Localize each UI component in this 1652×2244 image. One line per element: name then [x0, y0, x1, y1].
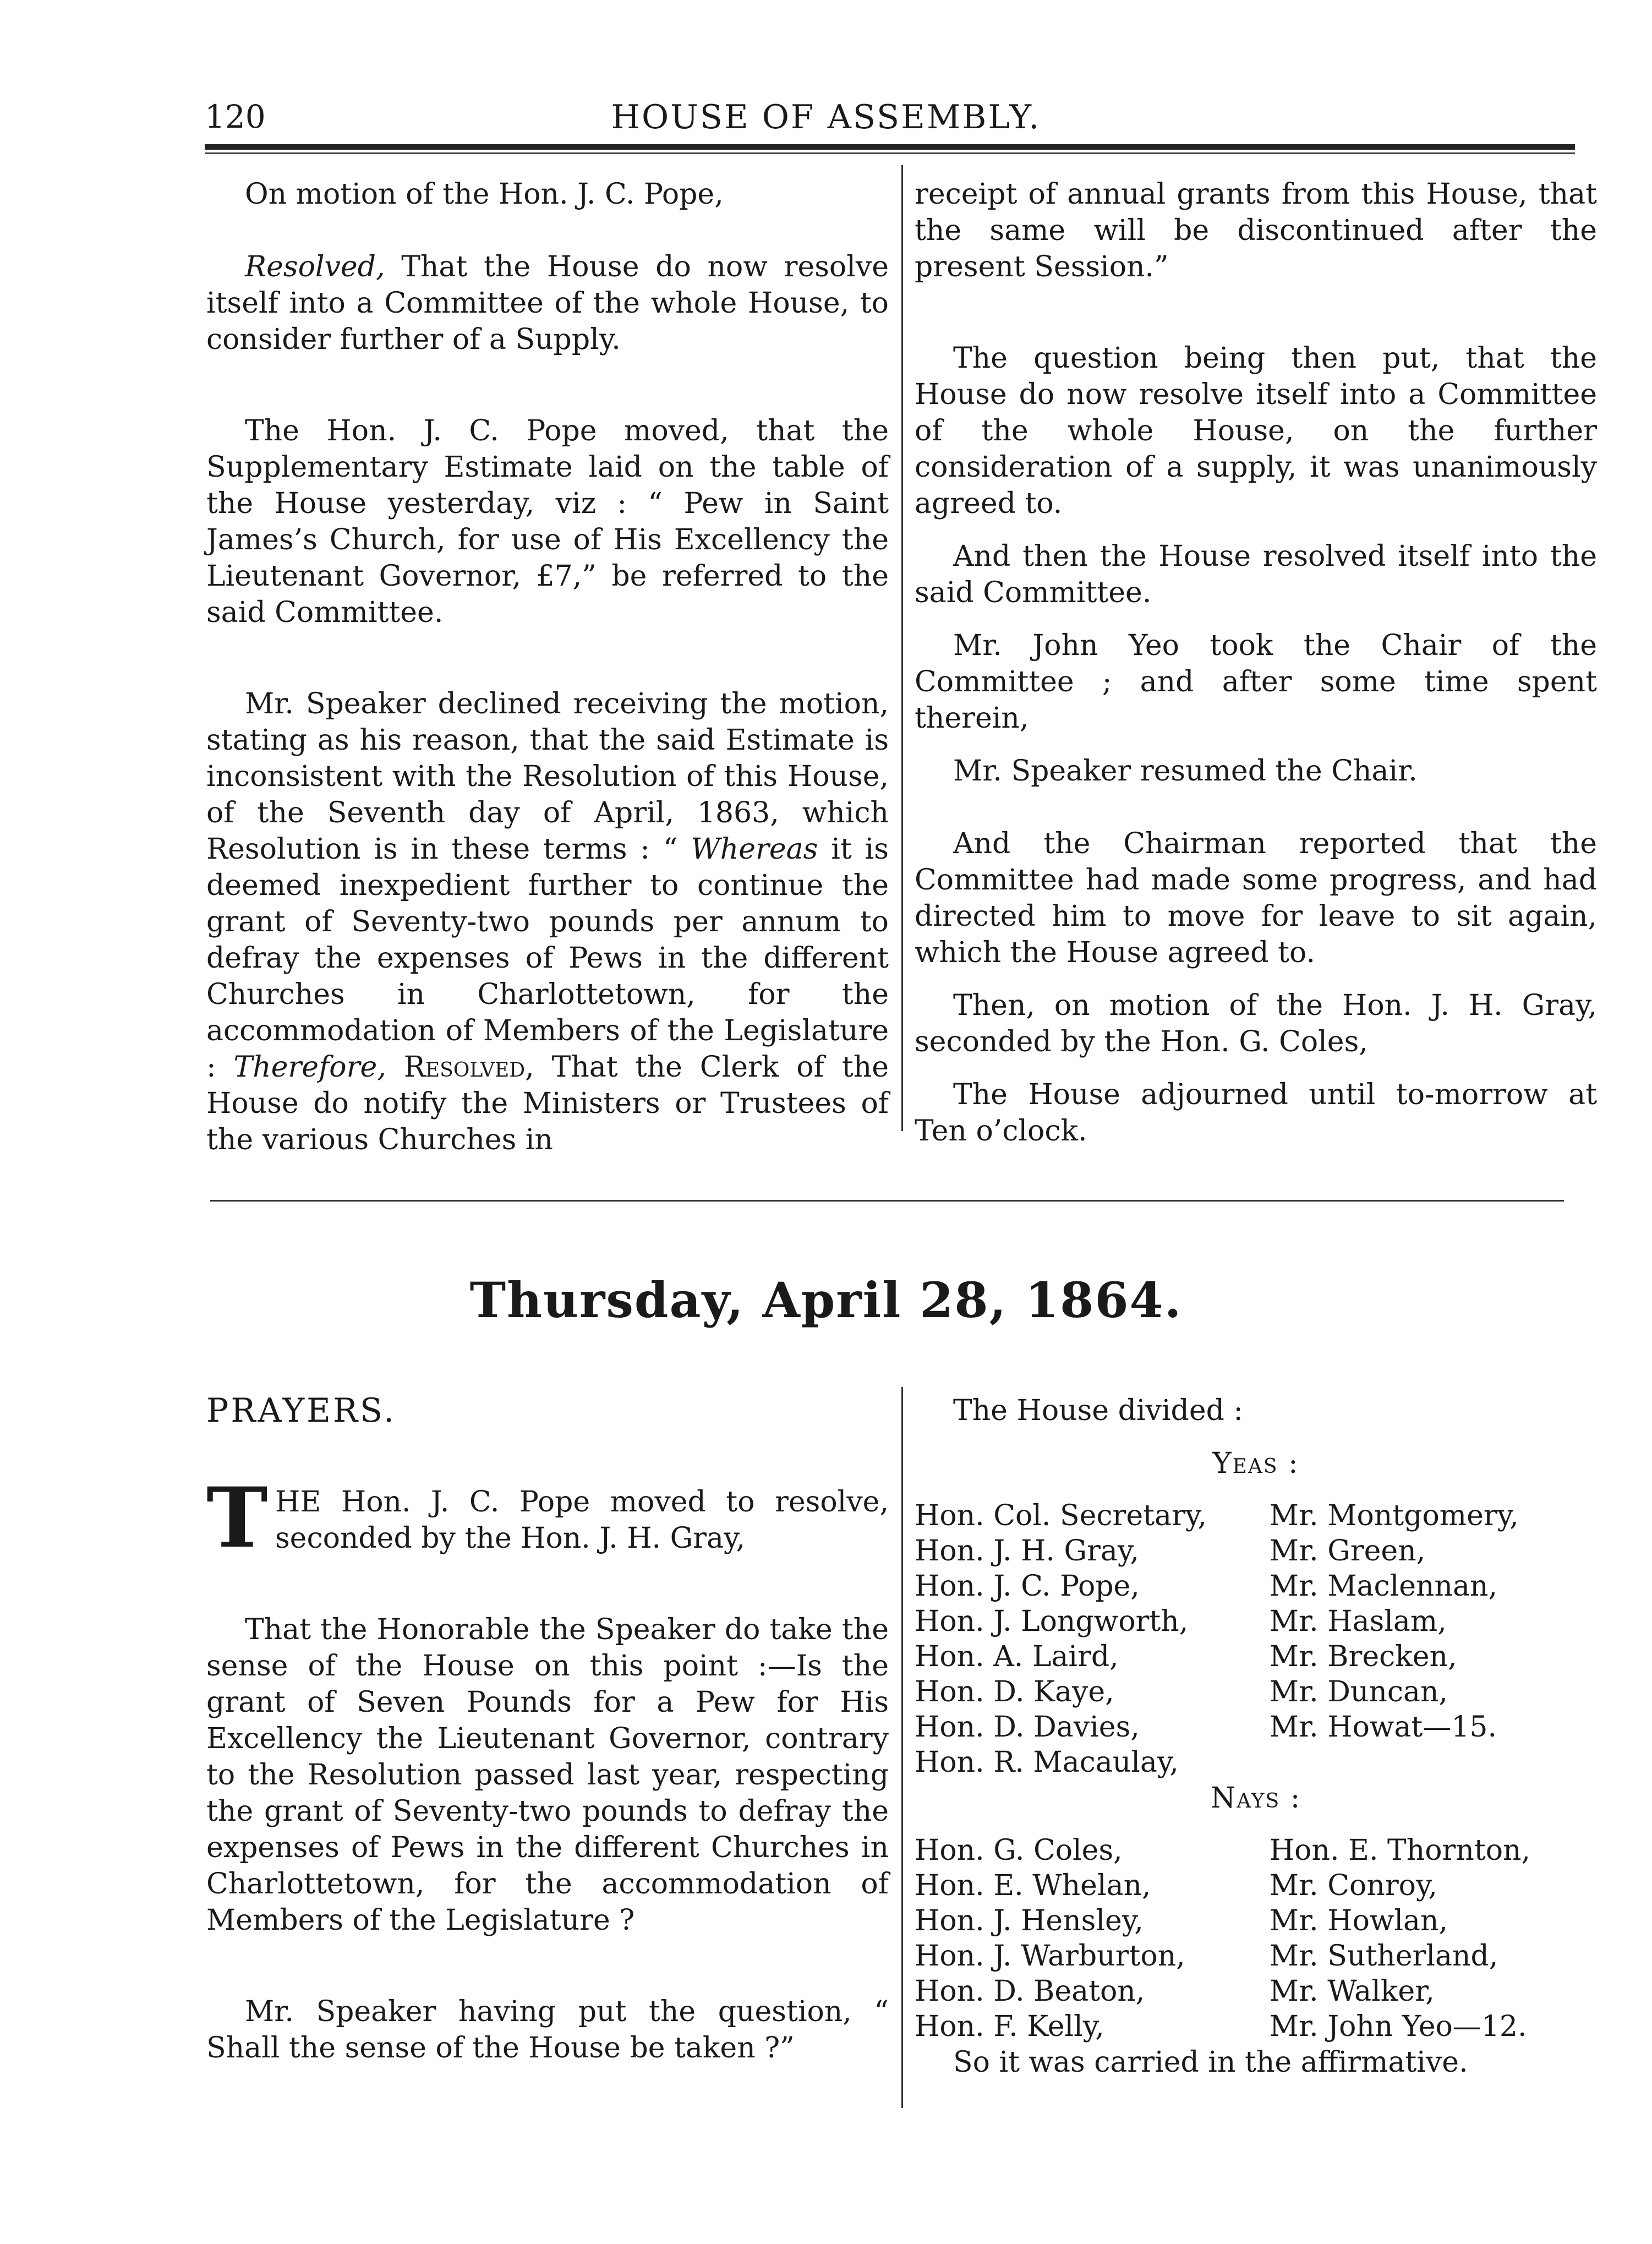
vote-row — [915, 1533, 1597, 1569]
resolved-smallcaps: Resolved, — [403, 1051, 534, 1084]
member-name: Mr. Brecken, — [1269, 1640, 1457, 1673]
member-name: Hon. F. Kelly, — [915, 2010, 1104, 2043]
member-name: Hon. A. Laird, — [915, 1640, 1119, 1673]
member-name — [1270, 1745, 1597, 1780]
vote-row — [915, 1710, 1597, 1745]
vote-row — [915, 1569, 1597, 1604]
member-name: Hon. J. C. Pope, — [915, 1570, 1140, 1603]
paragraph: The House adjourned until to-morrow at Ten o’clock. — [915, 1078, 1597, 1148]
member-name: Hon. G. Coles, — [915, 1834, 1123, 1867]
paragraph-text: That the Clerk of the House do notify the Ministers or Trustees of the various Churches in — [206, 1051, 889, 1156]
member-name: Hon. D. Beaton, — [915, 1975, 1145, 2008]
paragraph: The Hon. J. C. Pope moved, that the Supplementary Estimate laid on the table of the House yesterday, viz : “ Pew in Saint James’s Church, for use of His Excellency the Lieutenant Governor, £7,” be referred to the said Committee. — [206, 414, 889, 629]
paragraph: Mr. John Yeo took the Chair of the Committee ; and after some time spent therein, — [915, 629, 1597, 735]
paragraph: receipt of annual grants from this House, that the same will be discontinued after the present Session.” — [915, 178, 1597, 283]
vote-row — [915, 1745, 1597, 1780]
whereas-italic: Whereas — [691, 833, 818, 866]
member-name: Mr. Walker, — [1269, 1975, 1435, 2008]
member-name: Hon. R. Macaulay, — [915, 1746, 1179, 1779]
nays-table — [915, 1833, 1597, 2044]
member-name: Mr. Green, — [1269, 1535, 1426, 1568]
member-name: Hon. E. Whelan, — [915, 1869, 1151, 1902]
top-left-column — [206, 176, 889, 1158]
member-name: Hon. E. Thornton, — [1269, 1834, 1531, 1867]
yeas-label: Yeas : — [1212, 1447, 1299, 1480]
prayers-heading: PRAYERS. — [206, 1391, 397, 1430]
member-name: Hon. D. Davies, — [915, 1711, 1140, 1744]
paragraph: That the Honorable the Speaker do take the sense of the House on this point :—Is the grant of Seven Pounds for a Pew for His Excellency the Lieutenant Governor, contrary to the Resolution passed last year, respecting the grant of Seventy-two pounds to defray the expenses of Pews in the different Churches in Charlottetown, for the accommodation of Members of the Legislature ? — [206, 1613, 889, 1937]
paragraph — [206, 249, 889, 358]
paragraph: The question being then put, that the House do now resolve itself into a Committee of the whole House, on the further consideration of a supply, it was unanimously agreed to. — [915, 342, 1597, 520]
header-rule-thin — [205, 152, 1575, 154]
yeas-table — [915, 1498, 1597, 1780]
bottom-right-column — [915, 1393, 1597, 2081]
vote-row — [915, 1833, 1597, 1868]
member-name: Hon. D. Kaye, — [915, 1675, 1114, 1708]
bottom-left-column — [206, 1393, 889, 2066]
paragraph: Then, on motion of the Hon. J. H. Gray, seconded by the Hon. G. Coles, — [915, 989, 1597, 1058]
paragraph-text: it is deemed inexpedient further to continue the grant of Seventy-two pounds per annum to defray the expenses of Pews in the different Churches in Charlottetown, for the accommodation of Members of the Legislature : — [206, 833, 889, 1084]
vote-row — [915, 1903, 1597, 1939]
vote-row — [915, 1939, 1597, 1974]
therefore-italic: Therefore, — [233, 1051, 386, 1084]
dropcap-paragraph — [206, 1470, 889, 1566]
member-name: Mr. Maclennan, — [1269, 1570, 1498, 1603]
vote-row — [915, 2009, 1597, 2044]
top-right-column — [915, 176, 1597, 1149]
member-name: Mr. Montgomery, — [1269, 1499, 1519, 1532]
paragraph: On motion of the Hon. J. C. Pope, — [245, 178, 724, 211]
page-number: 120 — [205, 98, 266, 135]
member-name: Mr. Sutherland, — [1269, 1940, 1498, 1973]
vote-row — [915, 1639, 1597, 1674]
member-name: Mr. Conroy, — [1269, 1869, 1437, 1902]
vote-row — [915, 1498, 1597, 1533]
column-divider — [901, 165, 903, 1131]
running-head: HOUSE OF ASSEMBLY. — [611, 98, 1041, 137]
paragraph-text: That the House do now resolve itself into a Committee of the whole House, to consider further of a Supply. — [206, 250, 889, 356]
vote-row — [915, 1974, 1597, 2009]
vote-row — [915, 1604, 1597, 1639]
vote-row — [915, 1674, 1597, 1710]
paragraph-text: Mr. Speaker declined receiving the motion, stating as his reason, that the said Estimate is inconsistent with the Resolution of this House, of the Seventh day of April, 1863, which Resolution is in these terms : “ — [206, 687, 889, 866]
header-rule — [205, 144, 1575, 150]
member-name: Hon. J. Hensley, — [915, 1904, 1144, 1937]
resolved-italic: Resolved, — [245, 250, 385, 283]
paragraph-text: HE Hon. J. C. Pope moved to resolve, seconded by the Hon. J. H. Gray, — [275, 1486, 889, 1555]
drop-cap: T — [206, 1470, 268, 1566]
column-divider — [901, 1387, 903, 2108]
vote-row — [915, 1868, 1597, 1903]
nays-label: Nays : — [1210, 1782, 1301, 1815]
member-name: Hon. J. Longworth, — [915, 1605, 1189, 1638]
member-name: Mr. Haslam, — [1269, 1605, 1447, 1638]
member-name: Mr. Howat—15. — [1269, 1711, 1497, 1744]
member-name: Mr. Howlan, — [1269, 1904, 1448, 1937]
member-name: Mr. John Yeo—12. — [1269, 2010, 1527, 2043]
section-rule — [210, 1200, 1564, 1202]
date-heading: Thursday, April 28, 1864. — [469, 1271, 1183, 1329]
member-name: Hon. J. H. Gray, — [915, 1535, 1139, 1568]
member-name: Mr. Duncan, — [1269, 1675, 1448, 1708]
division-intro: The House divided : — [953, 1394, 1243, 1427]
member-name: Hon. J. Warburton, — [915, 1940, 1185, 1973]
paragraph — [206, 686, 889, 1158]
paragraph: And then the House resolved itself into the said Committee. — [915, 540, 1597, 609]
paragraph: Mr. Speaker resumed the Chair. — [953, 755, 1418, 788]
paragraph: And the Chairman reported that the Committee had made some progress, and had directed him to move for leave to sit again, which the House agreed to. — [915, 827, 1597, 969]
paragraph: Mr. Speaker having put the question, “ Shall the sense of the House be taken ?” — [206, 1995, 889, 2065]
member-name: Hon. Col. Secretary, — [915, 1499, 1207, 1532]
conclusion: So it was carried in the affirmative. — [953, 2046, 1468, 2079]
